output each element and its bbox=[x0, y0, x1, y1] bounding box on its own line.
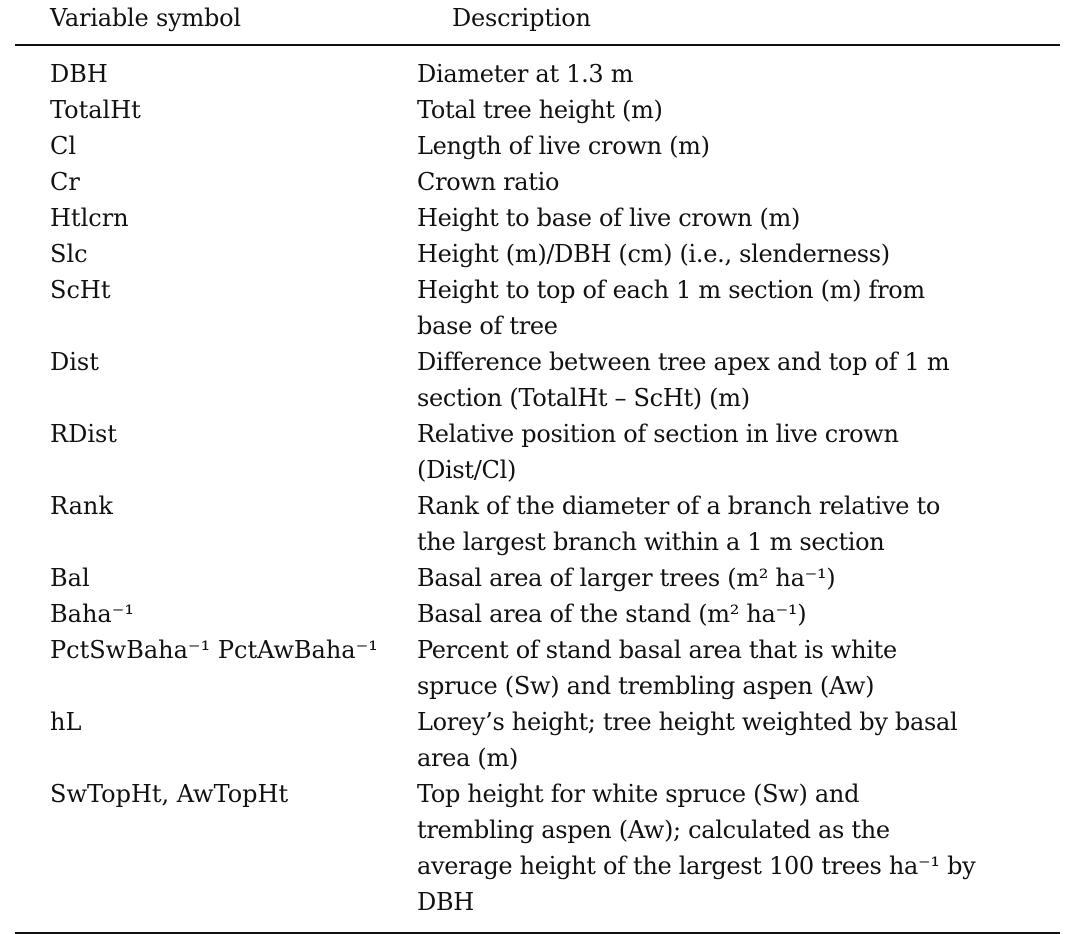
description-cell: Crown ratio bbox=[417, 168, 560, 196]
symbol-cell: Cr bbox=[50, 168, 80, 196]
table-row bbox=[15, 560, 1060, 596]
column-header-symbol: Variable symbol bbox=[50, 4, 241, 32]
table-body bbox=[15, 46, 1060, 934]
description-cell: Height to base of live crown (m) bbox=[417, 204, 801, 232]
variable-table bbox=[15, 0, 1060, 934]
table-header bbox=[15, 0, 1060, 46]
table-row bbox=[15, 344, 1060, 416]
table-row bbox=[15, 200, 1060, 236]
table-row bbox=[15, 704, 1060, 776]
symbol-cell: Rank bbox=[50, 492, 113, 520]
symbol-cell: ScHt bbox=[50, 276, 111, 304]
symbol-cell: SwTopHt, AwTopHt bbox=[50, 780, 289, 808]
symbol-cell: Bal bbox=[50, 564, 90, 592]
table-row bbox=[15, 56, 1060, 92]
description-cell: Height to top of each 1 m section (m) from base of tree bbox=[417, 276, 925, 340]
symbol-cell: TotalHt bbox=[50, 96, 141, 124]
table-row bbox=[15, 236, 1060, 272]
table-row bbox=[15, 272, 1060, 344]
table-row bbox=[15, 776, 1060, 920]
description-cell: Lorey’s height; tree height weighted by basal area (m) bbox=[417, 708, 958, 772]
table-row bbox=[15, 416, 1060, 488]
symbol-cell: Slc bbox=[50, 240, 88, 268]
table-row bbox=[15, 632, 1060, 704]
description-cell: Diameter at 1.3 m bbox=[417, 60, 634, 88]
description-cell: Relative position of section in live crown (Dist/Cl) bbox=[417, 420, 899, 484]
symbol-cell: Htlcrn bbox=[50, 204, 129, 232]
symbol-cell: Cl bbox=[50, 132, 77, 160]
column-header-description: Description bbox=[452, 4, 591, 32]
table-row bbox=[15, 488, 1060, 560]
description-cell: Total tree height (m) bbox=[417, 96, 663, 124]
symbol-cell: hL bbox=[50, 708, 82, 736]
table-row bbox=[15, 128, 1060, 164]
symbol-cell: Baha⁻¹ bbox=[50, 600, 134, 628]
table-row bbox=[15, 92, 1060, 128]
description-cell: Rank of the diameter of a branch relative to the largest branch within a 1 m section bbox=[417, 492, 941, 556]
description-cell: Percent of stand basal area that is white spruce (Sw) and trembling aspen (Aw) bbox=[417, 636, 897, 700]
symbol-cell: RDist bbox=[50, 420, 117, 448]
symbol-cell: Dist bbox=[50, 348, 99, 376]
table-row bbox=[15, 596, 1060, 632]
description-cell: Length of live crown (m) bbox=[417, 132, 710, 160]
description-cell: Top height for white spruce (Sw) and trembling aspen (Aw); calculated as the average height of the largest 100 trees ha⁻¹ by DBH bbox=[417, 780, 976, 916]
description-cell: Height (m)/DBH (cm) (i.e., slenderness) bbox=[417, 240, 890, 268]
description-cell: Basal area of larger trees (m² ha⁻¹) bbox=[417, 564, 836, 592]
description-cell: Basal area of the stand (m² ha⁻¹) bbox=[417, 600, 807, 628]
symbol-cell: PctSwBaha⁻¹ PctAwBaha⁻¹ bbox=[50, 636, 378, 664]
symbol-cell: DBH bbox=[50, 60, 108, 88]
description-cell: Difference between tree apex and top of 1 m section (TotalHt – ScHt) (m) bbox=[417, 348, 950, 412]
table-row bbox=[15, 164, 1060, 200]
